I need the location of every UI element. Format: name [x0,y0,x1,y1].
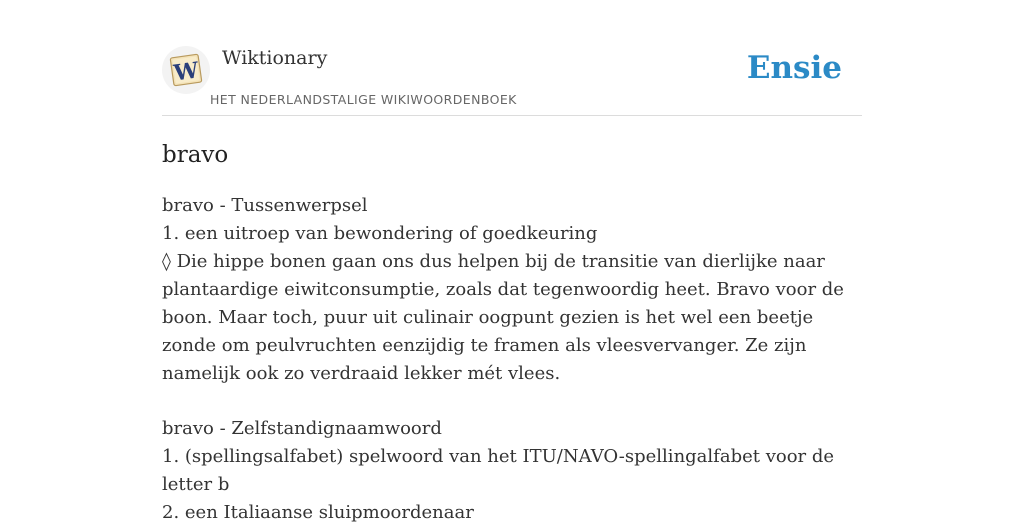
page-title: bravo [162,142,229,168]
entry-heading: bravo - Tussenwerpsel [162,195,368,216]
entry-heading: bravo - Zelfstandignaamwoord [162,418,442,439]
entry-interjection [162,192,862,388]
wiktionary-logo-icon[interactable] [162,46,210,94]
main-content [162,0,862,527]
site-tagline: HET NEDERLANDSTALIGE WIKIWOORDENBOEK [210,92,517,107]
definition-item: 1. (spellingsalfabet) spelwoord van het ITU/NAVO-spellingalfabet voor de letter b [162,446,835,495]
ensie-brand-logo[interactable]: Ensie [746,50,842,86]
example-sentence: ◊ Die hippe bonen gaan ons dus helpen bij de transitie van dierlijke naar plantaardige eiwitconsumptie, zoals dat tegenwoordig heet. Bravo voor de boon. Maar toch, puur uit culinair oogpunt gezien is het wel een beetje zonde om peulvruchten eenzijdig te framen als vleesvervanger. Ze zijn namelijk ook zo verdraaid lekker mét vlees. [162,251,844,384]
definition-item: 2. een Italiaanse sluipmoordenaar [162,502,474,523]
site-header [162,0,862,116]
svg-text:W: W [172,57,201,87]
definition-item: 1. een uitroep van bewondering of goedkeuring [162,223,598,244]
entry-noun [162,415,862,527]
site-name[interactable]: Wiktionary [222,47,328,69]
definition-body [162,192,862,527]
